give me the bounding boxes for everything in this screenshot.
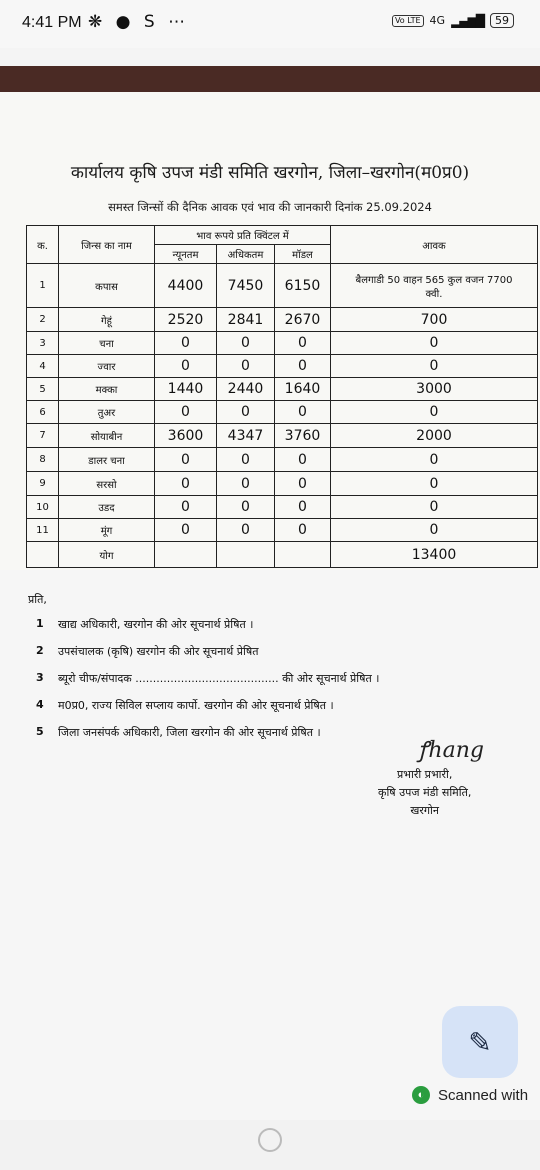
cell-sno: 11 [27, 519, 59, 542]
list-item: 4 म0प्र0, राज्य सिविल सप्लाय कार्पो. खरगोन की ओर सूचनार्थ प्रेषित । [36, 698, 334, 712]
table-row [27, 519, 538, 542]
cell-arrival: 0 [331, 332, 538, 355]
signature-line3: खरगोन [410, 804, 440, 817]
cell-modal: 0 [275, 448, 331, 472]
status-time: 4:41 PM [22, 14, 82, 31]
cell-empty [275, 542, 331, 568]
total-arrival: 13400 [331, 542, 538, 568]
cell-modal: 6150 [275, 264, 331, 308]
cell-min: 0 [155, 496, 217, 519]
cell-arrival: 700 [331, 308, 538, 332]
header-name: जिन्स का नाम [59, 226, 155, 264]
network-type: 4G [429, 14, 446, 27]
cell-empty [155, 542, 217, 568]
cell-name: उडद [59, 496, 155, 519]
cell-max: 7450 [217, 264, 275, 308]
cell-min: 0 [155, 519, 217, 542]
table-row [27, 355, 538, 378]
signature-line1: प्रभारी प्रभारी, [397, 768, 453, 781]
status-right [392, 13, 514, 28]
scanned-with-label: Scanned with [438, 1086, 529, 1104]
cell-name: ज्वार [59, 355, 155, 378]
cell-name: कपास [59, 264, 155, 308]
cell-max: 2440 [217, 378, 275, 401]
cell-min: 4400 [155, 264, 217, 308]
table-row [27, 401, 538, 424]
cell-name: तुअर [59, 401, 155, 424]
signature-line2: कृषि उपज मंडी समिति, [378, 786, 472, 799]
table-row [27, 378, 538, 401]
cell-max: 0 [217, 496, 275, 519]
cell-empty [27, 542, 59, 568]
cell-min: 0 [155, 355, 217, 378]
cell-arrival: 0 [331, 496, 538, 519]
cell-modal: 0 [275, 472, 331, 496]
cell-max: 0 [217, 472, 275, 496]
cell-max: 0 [217, 448, 275, 472]
cell-sno: 1 [27, 264, 59, 308]
cell-min: 0 [155, 332, 217, 355]
edit-pen-icon: ✎ [468, 1025, 492, 1059]
cell-sno: 2 [27, 308, 59, 332]
cell-max: 0 [217, 519, 275, 542]
cell-name: गेहूं [59, 308, 155, 332]
cell-max: 0 [217, 355, 275, 378]
list-item: 3 ब्यूरो चीफ/संपादक ......................................... की ओर सूचनार्थ प्रेषित । [36, 671, 380, 685]
notification-icons: ❋ ● S ⋯ [88, 12, 190, 32]
battery-icon: 59 [490, 13, 514, 28]
cell-name: सोयाबीन [59, 424, 155, 448]
cell-name: सरसो [59, 472, 155, 496]
list-item: 1 खाद्य अधिकारी, खरगोन की ओर सूचनार्थ प्रेषित । [36, 617, 254, 631]
cell-arrival: 2000 [331, 424, 538, 448]
cell-sno: 7 [27, 424, 59, 448]
cell-name: मक्का [59, 378, 155, 401]
cell-modal: 0 [275, 401, 331, 424]
table-row [27, 472, 538, 496]
cell-sno: 4 [27, 355, 59, 378]
scanner-logo-icon: ◐ [412, 1086, 430, 1104]
volte-icon: Vo LTE [392, 15, 424, 27]
signal-icon: ▂▄▆█ [451, 13, 484, 28]
header-sno: क. [27, 226, 59, 264]
cell-min: 0 [155, 472, 217, 496]
document-title: कार्यालय कृषि उपज मंडी समिति खरगोन, जिला–खरगोन(म0प्र0) [70, 163, 470, 183]
table-row [27, 448, 538, 472]
cell-modal: 3760 [275, 424, 331, 448]
table-row [27, 496, 538, 519]
status-bar [0, 0, 540, 48]
cell-max: 0 [217, 401, 275, 424]
copy-to-label: प्रति, [28, 593, 47, 606]
table-row [27, 308, 538, 332]
home-button[interactable] [258, 1128, 282, 1152]
table-row [27, 424, 538, 448]
cell-sno: 9 [27, 472, 59, 496]
header-price-group: भाव रूपये प्रति क्विंटल में [155, 226, 331, 245]
cell-arrival: 0 [331, 401, 538, 424]
table-row [27, 264, 538, 308]
cell-name: चना [59, 332, 155, 355]
cell-empty [217, 542, 275, 568]
cell-sno: 10 [27, 496, 59, 519]
signature-block [378, 740, 471, 820]
cell-sno: 6 [27, 401, 59, 424]
cell-name: मूंग [59, 519, 155, 542]
list-item: 2 उपसंचालक (कृषि) खरगोन की ओर सूचनार्थ प्रेषित [36, 644, 259, 658]
document-top-edge [0, 66, 540, 92]
cell-max: 0 [217, 332, 275, 355]
total-label: योग [59, 542, 155, 568]
header-min: न्यूनतम [155, 245, 217, 264]
header-modal: मॉडल [275, 245, 331, 264]
cell-min: 0 [155, 401, 217, 424]
cell-max: 4347 [217, 424, 275, 448]
cell-min: 3600 [155, 424, 217, 448]
table-row [27, 332, 538, 355]
copy-to-list [28, 592, 379, 752]
cell-min: 2520 [155, 308, 217, 332]
rates-table [26, 225, 538, 568]
cell-modal: 2670 [275, 308, 331, 332]
cell-min: 1440 [155, 378, 217, 401]
signature-mark: ꝭhang [418, 738, 484, 763]
cell-sno: 5 [27, 378, 59, 401]
cell-modal: 0 [275, 332, 331, 355]
cell-sno: 3 [27, 332, 59, 355]
cell-arrival: बैलगाडी 50 वाहन 565 कुल वजन 7700 क्वी. [331, 264, 538, 308]
cell-sno: 8 [27, 448, 59, 472]
cell-max: 2841 [217, 308, 275, 332]
cell-modal: 0 [275, 496, 331, 519]
cell-modal: 0 [275, 519, 331, 542]
table-body [27, 264, 538, 568]
cell-arrival: 0 [331, 519, 538, 542]
cell-arrival: 0 [331, 472, 538, 496]
header-max: अधिकतम [217, 245, 275, 264]
header-arrival: आवक [331, 226, 538, 264]
edit-button[interactable] [442, 1006, 518, 1078]
cell-modal: 1640 [275, 378, 331, 401]
cell-min: 0 [155, 448, 217, 472]
list-item: 5 जिला जनसंपर्क अधिकारी, जिला खरगोन की ओर सूचनार्थ प्रेषित । [36, 725, 321, 739]
cell-name: डालर चना [59, 448, 155, 472]
document-subtitle: समस्त जिन्सों की दैनिक आवक एवं भाव की जानकारी दिनांक 25.09.2024 [108, 200, 432, 214]
table-total-row [27, 542, 538, 568]
cell-arrival: 0 [331, 448, 538, 472]
cell-arrival: 0 [331, 355, 538, 378]
cell-arrival: 3000 [331, 378, 538, 401]
cell-modal: 0 [275, 355, 331, 378]
scanned-with-badge[interactable] [412, 1086, 528, 1104]
